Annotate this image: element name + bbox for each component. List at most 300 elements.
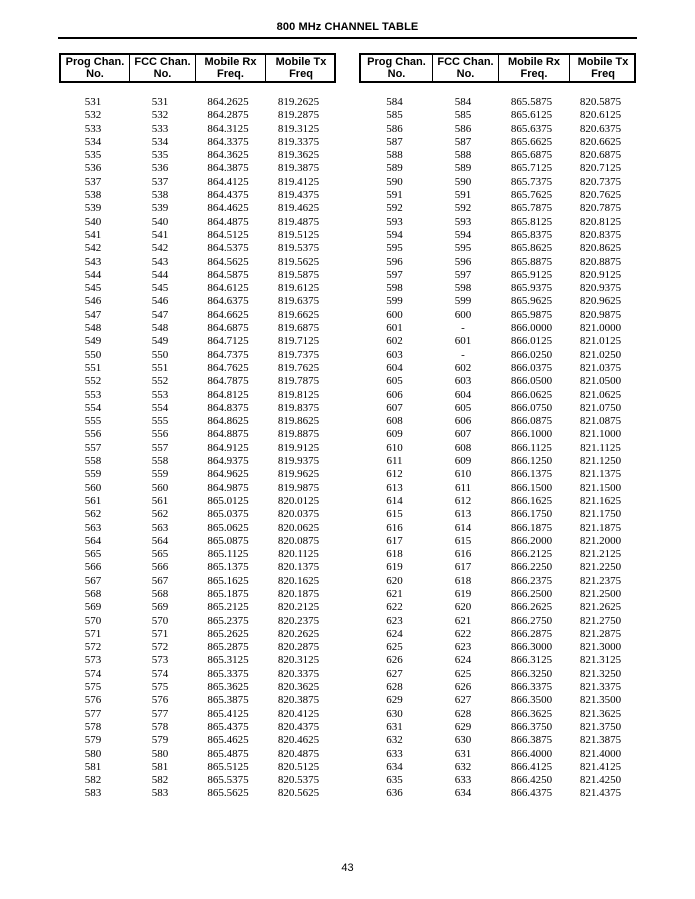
tx-freq-cell: 820.0125: [277, 494, 320, 507]
table-row: [59, 149, 336, 162]
tx-freq-cell: 821.3250: [579, 667, 622, 680]
rx-freq-cell: 864.4125: [207, 175, 249, 188]
prog-chan-cell: 551: [84, 361, 102, 374]
tx-freq-cell: 819.6625: [277, 308, 320, 321]
table-row: [359, 229, 636, 242]
fcc-chan-cell: 543: [151, 255, 169, 268]
fcc-chan-cell: 541: [151, 228, 169, 241]
prog-chan-cell: 579: [84, 734, 102, 747]
prog-chan-cell: 617: [386, 534, 403, 547]
table-row: [359, 362, 636, 375]
tx-freq-cell: 821.0375: [579, 361, 622, 374]
fcc-chan-cell: 601: [454, 335, 472, 348]
table-row: [359, 495, 636, 508]
tx-freq-cell: 820.8625: [579, 242, 622, 255]
fcc-chan-cell: 609: [454, 455, 472, 468]
rx-freq-cell: 866.1375: [510, 468, 553, 481]
tx-freq-cell: 819.2625: [277, 96, 320, 108]
rx-freq-cell: 865.7875: [510, 202, 553, 215]
tx-freq-cell: 820.3125: [277, 654, 320, 667]
page-title: 800 MHz CHANNEL TABLE: [276, 21, 419, 33]
rx-freq-cell: 864.7875: [207, 375, 249, 388]
prog-chan-cell: 596: [386, 255, 403, 268]
tx-freq-cell: 821.1500: [579, 481, 622, 494]
tx-freq-cell: 821.2750: [579, 614, 622, 627]
fcc-chan-cell: 584: [454, 96, 472, 108]
prog-chan-cell: 610: [386, 441, 403, 454]
header-prog-chan: [61, 55, 129, 81]
rx-freq-cell: 864.8625: [207, 415, 249, 428]
tx-freq-cell: 821.0625: [579, 388, 622, 401]
prog-chan-cell: 545: [84, 282, 102, 295]
header-label: FCC Chan.: [437, 56, 494, 68]
fcc-chan-cell: 628: [454, 707, 472, 720]
prog-chan-cell: 614: [386, 494, 403, 507]
table-row: [59, 415, 336, 428]
fcc-chan-cell: 561: [151, 494, 169, 507]
tx-freq-cell: 821.4125: [579, 760, 622, 773]
tx-freq-cell: 820.1375: [277, 561, 320, 574]
fcc-chan-cell: 567: [151, 574, 169, 587]
rx-freq-cell: 864.9375: [207, 455, 249, 468]
prog-chan-cell: 599: [386, 295, 403, 308]
prog-chan-cell: 613: [386, 481, 403, 494]
rx-freq-cell: 866.3000: [510, 641, 553, 654]
table-row: [359, 295, 636, 308]
table-row: [359, 349, 636, 362]
rx-freq-cell: 865.4875: [207, 747, 249, 760]
fcc-chan-cell: 554: [151, 401, 169, 414]
fcc-chan-cell: 578: [151, 720, 169, 733]
table-row: [359, 242, 636, 255]
fcc-chan-cell: 552: [151, 375, 169, 388]
tx-freq-cell: 821.2375: [579, 574, 622, 587]
rx-freq-cell: 866.3625: [510, 707, 553, 720]
table-row: [59, 694, 336, 707]
prog-chan-cell: 572: [84, 641, 102, 654]
table-row: [359, 748, 636, 761]
rx-freq-cell: 864.6125: [207, 282, 249, 295]
fcc-chan-cell: 630: [454, 734, 472, 747]
table-row: [359, 389, 636, 402]
prog-chan-cell: 600: [386, 308, 403, 321]
table-row: [59, 229, 336, 242]
rx-freq-cell: 864.6375: [207, 295, 249, 308]
fcc-chan-cell: 608: [454, 441, 472, 454]
tx-freq-cell: 820.3625: [277, 681, 320, 694]
table-row: [359, 615, 636, 628]
rx-freq-cell: 864.2875: [207, 109, 249, 122]
fcc-chan-cell: 621: [454, 614, 472, 627]
header-label: Freq: [289, 68, 313, 80]
prog-chan-cell: 549: [84, 335, 102, 348]
rx-freq-cell: 865.5375: [207, 774, 249, 787]
fcc-chan-cell: 634: [454, 787, 472, 800]
fcc-chan-cell: 616: [454, 548, 472, 561]
table-row: [359, 216, 636, 229]
rx-freq-cell: 866.0625: [510, 388, 553, 401]
rx-freq-cell: 866.0375: [510, 361, 553, 374]
tx-freq-cell: 821.0125: [579, 335, 622, 348]
prog-chan-cell: 569: [84, 601, 102, 614]
prog-chan-cell: 626: [386, 654, 403, 667]
tx-freq-cell: 819.6875: [277, 322, 320, 335]
table-row: [359, 162, 636, 175]
table-row: [359, 654, 636, 667]
prog-chan-cell: 554: [84, 401, 102, 414]
tx-freq-cell: 819.4375: [277, 189, 320, 202]
rx-freq-cell: 865.5875: [510, 96, 553, 108]
rx-freq-cell: 866.0875: [510, 415, 553, 428]
table-row: [359, 628, 636, 641]
header-mobile-tx: [265, 55, 336, 81]
prog-chan-cell: 612: [386, 468, 403, 481]
table-row: [59, 721, 336, 734]
rx-freq-cell: 866.3875: [510, 734, 553, 747]
fcc-chan-cell: 615: [454, 534, 472, 547]
table-row: [59, 282, 336, 295]
fcc-chan-cell: 545: [151, 282, 169, 295]
rx-freq-cell: 864.6875: [207, 322, 249, 335]
fcc-chan-cell: 612: [454, 494, 472, 507]
fcc-chan-cell: 551: [151, 361, 169, 374]
rx-freq-cell: 864.5625: [207, 255, 249, 268]
fcc-chan-cell: 607: [454, 428, 472, 441]
prog-chan-cell: 552: [84, 375, 102, 388]
table-row: [59, 468, 336, 481]
prog-chan-cell: 583: [84, 787, 102, 800]
tx-freq-cell: 821.1625: [579, 494, 622, 507]
fcc-chan-cell: 617: [454, 561, 472, 574]
rx-freq-cell: 865.8875: [510, 255, 553, 268]
tx-freq-cell: 819.6125: [277, 282, 320, 295]
tx-freq-cell: 820.6125: [579, 109, 622, 122]
table-row: [59, 601, 336, 614]
prog-chan-cell: 587: [386, 135, 403, 148]
prog-chan-cell: 536: [84, 162, 102, 175]
prog-chan-cell: 581: [84, 760, 102, 773]
prog-chan-cell: 555: [84, 415, 102, 428]
prog-chan-cell: 633: [386, 747, 403, 760]
prog-chan-cell: 627: [386, 667, 403, 680]
fcc-chan-cell: 629: [454, 720, 472, 733]
prog-chan-cell: 541: [84, 228, 102, 241]
table-row: [359, 601, 636, 614]
prog-chan-cell: 629: [386, 694, 403, 707]
rx-freq-cell: 865.5625: [207, 787, 249, 800]
header-label: No.: [456, 68, 475, 80]
fcc-chan-cell: 575: [151, 681, 169, 694]
prog-chan-cell: 586: [386, 122, 403, 135]
rx-freq-cell: 865.2125: [207, 601, 249, 614]
prog-chan-cell: 559: [84, 468, 102, 481]
rx-freq-cell: 866.3750: [510, 720, 553, 733]
prog-chan-cell: 605: [386, 375, 403, 388]
tx-freq-cell: 820.5875: [579, 96, 622, 108]
fcc-chan-cell: 533: [151, 122, 169, 135]
table-row: [359, 256, 636, 269]
prog-chan-cell: 620: [386, 574, 403, 587]
tx-freq-cell: 821.1250: [579, 455, 622, 468]
table-row: [59, 668, 336, 681]
tx-freq-cell: 820.9125: [579, 268, 622, 281]
rx-freq-cell: 865.7375: [510, 175, 553, 188]
tx-freq-cell: 819.4125: [277, 175, 320, 188]
table-row: [59, 561, 336, 574]
tx-freq-cell: 820.5625: [277, 787, 320, 800]
rx-freq-cell: 866.2250: [510, 561, 553, 574]
fcc-chan-cell: 633: [454, 774, 472, 787]
fcc-chan-cell: 631: [454, 747, 472, 760]
tx-freq-cell: 819.7625: [277, 361, 320, 374]
table-row: [359, 442, 636, 455]
rx-freq-cell: 866.1875: [510, 521, 553, 534]
table-row: [359, 787, 636, 800]
prog-chan-cell: 595: [386, 242, 403, 255]
rx-freq-cell: 866.2750: [510, 614, 553, 627]
table-row: [359, 734, 636, 747]
fcc-chan-cell: 627: [454, 694, 472, 707]
tx-freq-cell: 820.2875: [277, 641, 320, 654]
table-row: [59, 548, 336, 561]
fcc-chan-cell: 576: [151, 694, 169, 707]
tx-freq-cell: 819.5125: [277, 228, 320, 241]
prog-chan-cell: 556: [84, 428, 102, 441]
fcc-chan-cell: 597: [454, 268, 472, 281]
table-row: [359, 561, 636, 574]
fcc-chan-cell: 564: [151, 534, 169, 547]
tx-freq-cell: 820.8375: [579, 228, 622, 241]
rx-freq-cell: 865.4125: [207, 707, 249, 720]
tx-freq-cell: 821.0500: [579, 375, 622, 388]
fcc-chan-cell: 555: [151, 415, 169, 428]
fcc-chan-cell: 553: [151, 388, 169, 401]
tx-freq-cell: 821.3500: [579, 694, 622, 707]
prog-chan-cell: 544: [84, 268, 102, 281]
table-header: [359, 53, 636, 83]
header-label: No.: [86, 68, 104, 80]
prog-chan-cell: 540: [84, 215, 102, 228]
rx-freq-cell: 865.5125: [207, 760, 249, 773]
tx-freq-cell: 820.7375: [579, 175, 622, 188]
prog-chan-cell: 618: [386, 548, 403, 561]
fcc-chan-cell: 614: [454, 521, 472, 534]
rx-freq-cell: 864.4625: [207, 202, 249, 215]
tx-freq-cell: 821.4250: [579, 774, 622, 787]
rx-freq-cell: 864.6625: [207, 308, 249, 321]
table-row: [59, 389, 336, 402]
header-label: No.: [153, 68, 172, 80]
prog-chan-cell: 582: [84, 774, 102, 787]
rx-freq-cell: 864.8375: [207, 401, 249, 414]
tx-freq-cell: 819.8125: [277, 388, 320, 401]
tx-freq-cell: 821.1000: [579, 428, 622, 441]
tx-freq-cell: 819.9375: [277, 455, 320, 468]
tx-freq-cell: 821.3125: [579, 654, 622, 667]
fcc-chan-cell: 622: [454, 627, 472, 640]
prog-chan-cell: 588: [386, 149, 403, 162]
prog-chan-cell: 574: [84, 667, 102, 680]
prog-chan-cell: 570: [84, 614, 102, 627]
fcc-chan-cell: 581: [151, 760, 169, 773]
tx-freq-cell: 819.3125: [277, 122, 320, 135]
header-mobile-rx: [498, 55, 569, 81]
fcc-chan-cell: 571: [151, 627, 169, 640]
fcc-chan-cell: 625: [454, 667, 472, 680]
prog-chan-cell: 546: [84, 295, 102, 308]
prog-chan-cell: 619: [386, 561, 403, 574]
tx-freq-cell: 821.1125: [580, 441, 621, 454]
fcc-chan-cell: 605: [454, 401, 472, 414]
table-row: [359, 588, 636, 601]
prog-chan-cell: 625: [386, 641, 403, 654]
table-row: [59, 402, 336, 415]
fcc-chan-cell: 588: [454, 149, 472, 162]
table-row: [59, 176, 336, 189]
table-row: [59, 428, 336, 441]
tx-freq-cell: 820.6625: [579, 135, 622, 148]
fcc-chan-cell: 604: [454, 388, 472, 401]
table-row: [59, 615, 336, 628]
rx-freq-cell: 864.8875: [207, 428, 249, 441]
rx-freq-cell: 865.0625: [207, 521, 249, 534]
rx-freq-cell: 865.0125: [207, 494, 249, 507]
table-row: [359, 415, 636, 428]
fcc-chan-cell: 539: [151, 202, 169, 215]
rx-freq-cell: 864.3125: [207, 122, 249, 135]
table-row: [59, 309, 336, 322]
tx-freq-cell: 821.2125: [579, 548, 622, 561]
header-mobile-rx: [195, 55, 265, 81]
table-row: [59, 748, 336, 761]
rx-freq-cell: 865.8625: [510, 242, 553, 255]
table-body: [359, 96, 636, 801]
table-row: [359, 681, 636, 694]
tx-freq-cell: 819.4875: [277, 215, 320, 228]
tx-freq-cell: 821.4000: [579, 747, 622, 760]
prog-chan-cell: 553: [84, 388, 102, 401]
fcc-chan-cell: 531: [151, 96, 169, 108]
tx-freq-cell: 819.8875: [277, 428, 320, 441]
rx-freq-cell: 866.3250: [510, 667, 553, 680]
header-label: FCC Chan.: [134, 56, 191, 68]
rx-freq-cell: 864.9875: [207, 481, 249, 494]
header-label: Freq.: [520, 68, 548, 80]
rx-freq-cell: 866.1500: [510, 481, 553, 494]
table-row: [59, 734, 336, 747]
rx-freq-cell: 866.0000: [510, 322, 553, 335]
fcc-chan-cell: 593: [454, 215, 472, 228]
rx-freq-cell: 865.8375: [510, 228, 553, 241]
header-fcc-chan: [432, 55, 498, 81]
tx-freq-cell: 821.3875: [579, 734, 622, 747]
prog-chan-cell: 564: [84, 534, 102, 547]
prog-chan-cell: 621: [386, 587, 403, 600]
tx-freq-cell: 820.0625: [277, 521, 320, 534]
fcc-chan-cell: -: [461, 322, 465, 335]
prog-chan-cell: 609: [386, 428, 403, 441]
tx-freq-cell: 821.0875: [579, 415, 622, 428]
header-fcc-chan: [129, 55, 195, 81]
rx-freq-cell: 865.2625: [207, 627, 249, 640]
prog-chan-cell: 538: [84, 189, 102, 202]
tx-freq-cell: 820.5125: [277, 760, 320, 773]
rx-freq-cell: 865.9625: [510, 295, 553, 308]
prog-chan-cell: 567: [84, 574, 102, 587]
tx-freq-cell: 820.9375: [579, 282, 622, 295]
rx-freq-cell: 864.5375: [207, 242, 249, 255]
fcc-chan-cell: 544: [151, 268, 169, 281]
prog-chan-cell: 606: [386, 388, 403, 401]
table-row: [59, 681, 336, 694]
fcc-chan-cell: 590: [454, 175, 472, 188]
tx-freq-cell: 819.3375: [277, 135, 320, 148]
tx-freq-cell: 821.1375: [579, 468, 622, 481]
table-row: [359, 402, 636, 415]
prog-chan-cell: 602: [386, 335, 403, 348]
rx-freq-cell: 866.2875: [510, 627, 553, 640]
table-row: [359, 189, 636, 202]
table-header: [59, 53, 336, 83]
table-body: [59, 96, 336, 801]
rx-freq-cell: 865.4375: [207, 720, 249, 733]
rx-freq-cell: 866.4000: [510, 747, 553, 760]
page-number: 43: [341, 862, 354, 874]
table-row: [59, 269, 336, 282]
table-row: [359, 176, 636, 189]
fcc-chan-cell: 580: [151, 747, 169, 760]
rx-freq-cell: 864.2625: [207, 96, 249, 108]
rx-freq-cell: 866.0250: [510, 348, 553, 361]
prog-chan-cell: 628: [386, 681, 403, 694]
table-row: [59, 455, 336, 468]
prog-chan-cell: 598: [386, 282, 403, 295]
table-row: [59, 495, 336, 508]
tx-freq-cell: 819.8375: [277, 401, 320, 414]
rx-freq-cell: 866.4375: [510, 787, 553, 800]
fcc-chan-cell: 559: [151, 468, 169, 481]
fcc-chan-cell: 569: [151, 601, 169, 614]
rx-freq-cell: 866.1000: [510, 428, 553, 441]
tx-freq-cell: 819.6375: [277, 295, 320, 308]
fcc-chan-cell: 560: [151, 481, 169, 494]
header-mobile-tx: [569, 55, 636, 81]
rx-freq-cell: 866.0750: [510, 401, 553, 414]
tx-freq-cell: 819.5875: [277, 268, 320, 281]
fcc-chan-cell: 550: [151, 348, 169, 361]
table-row: [359, 535, 636, 548]
fcc-chan-cell: 557: [151, 441, 169, 454]
table-row: [59, 242, 336, 255]
prog-chan-cell: 584: [386, 96, 403, 108]
tx-freq-cell: 820.4875: [277, 747, 320, 760]
prog-chan-cell: 607: [386, 401, 403, 414]
rx-freq-cell: 865.1125: [207, 548, 249, 561]
table-row: [59, 123, 336, 136]
table-row: [59, 349, 336, 362]
rx-freq-cell: 865.2875: [207, 641, 249, 654]
title-rule: [58, 37, 637, 39]
rx-freq-cell: 866.2000: [510, 534, 553, 547]
rx-freq-cell: 865.6875: [510, 149, 553, 162]
table-row: [59, 362, 336, 375]
tx-freq-cell: 819.9625: [277, 468, 320, 481]
rx-freq-cell: 866.2500: [510, 587, 553, 600]
fcc-chan-cell: 583: [151, 787, 169, 800]
tx-freq-cell: 820.7625: [579, 189, 622, 202]
table-row: [359, 774, 636, 787]
table-row: [359, 575, 636, 588]
